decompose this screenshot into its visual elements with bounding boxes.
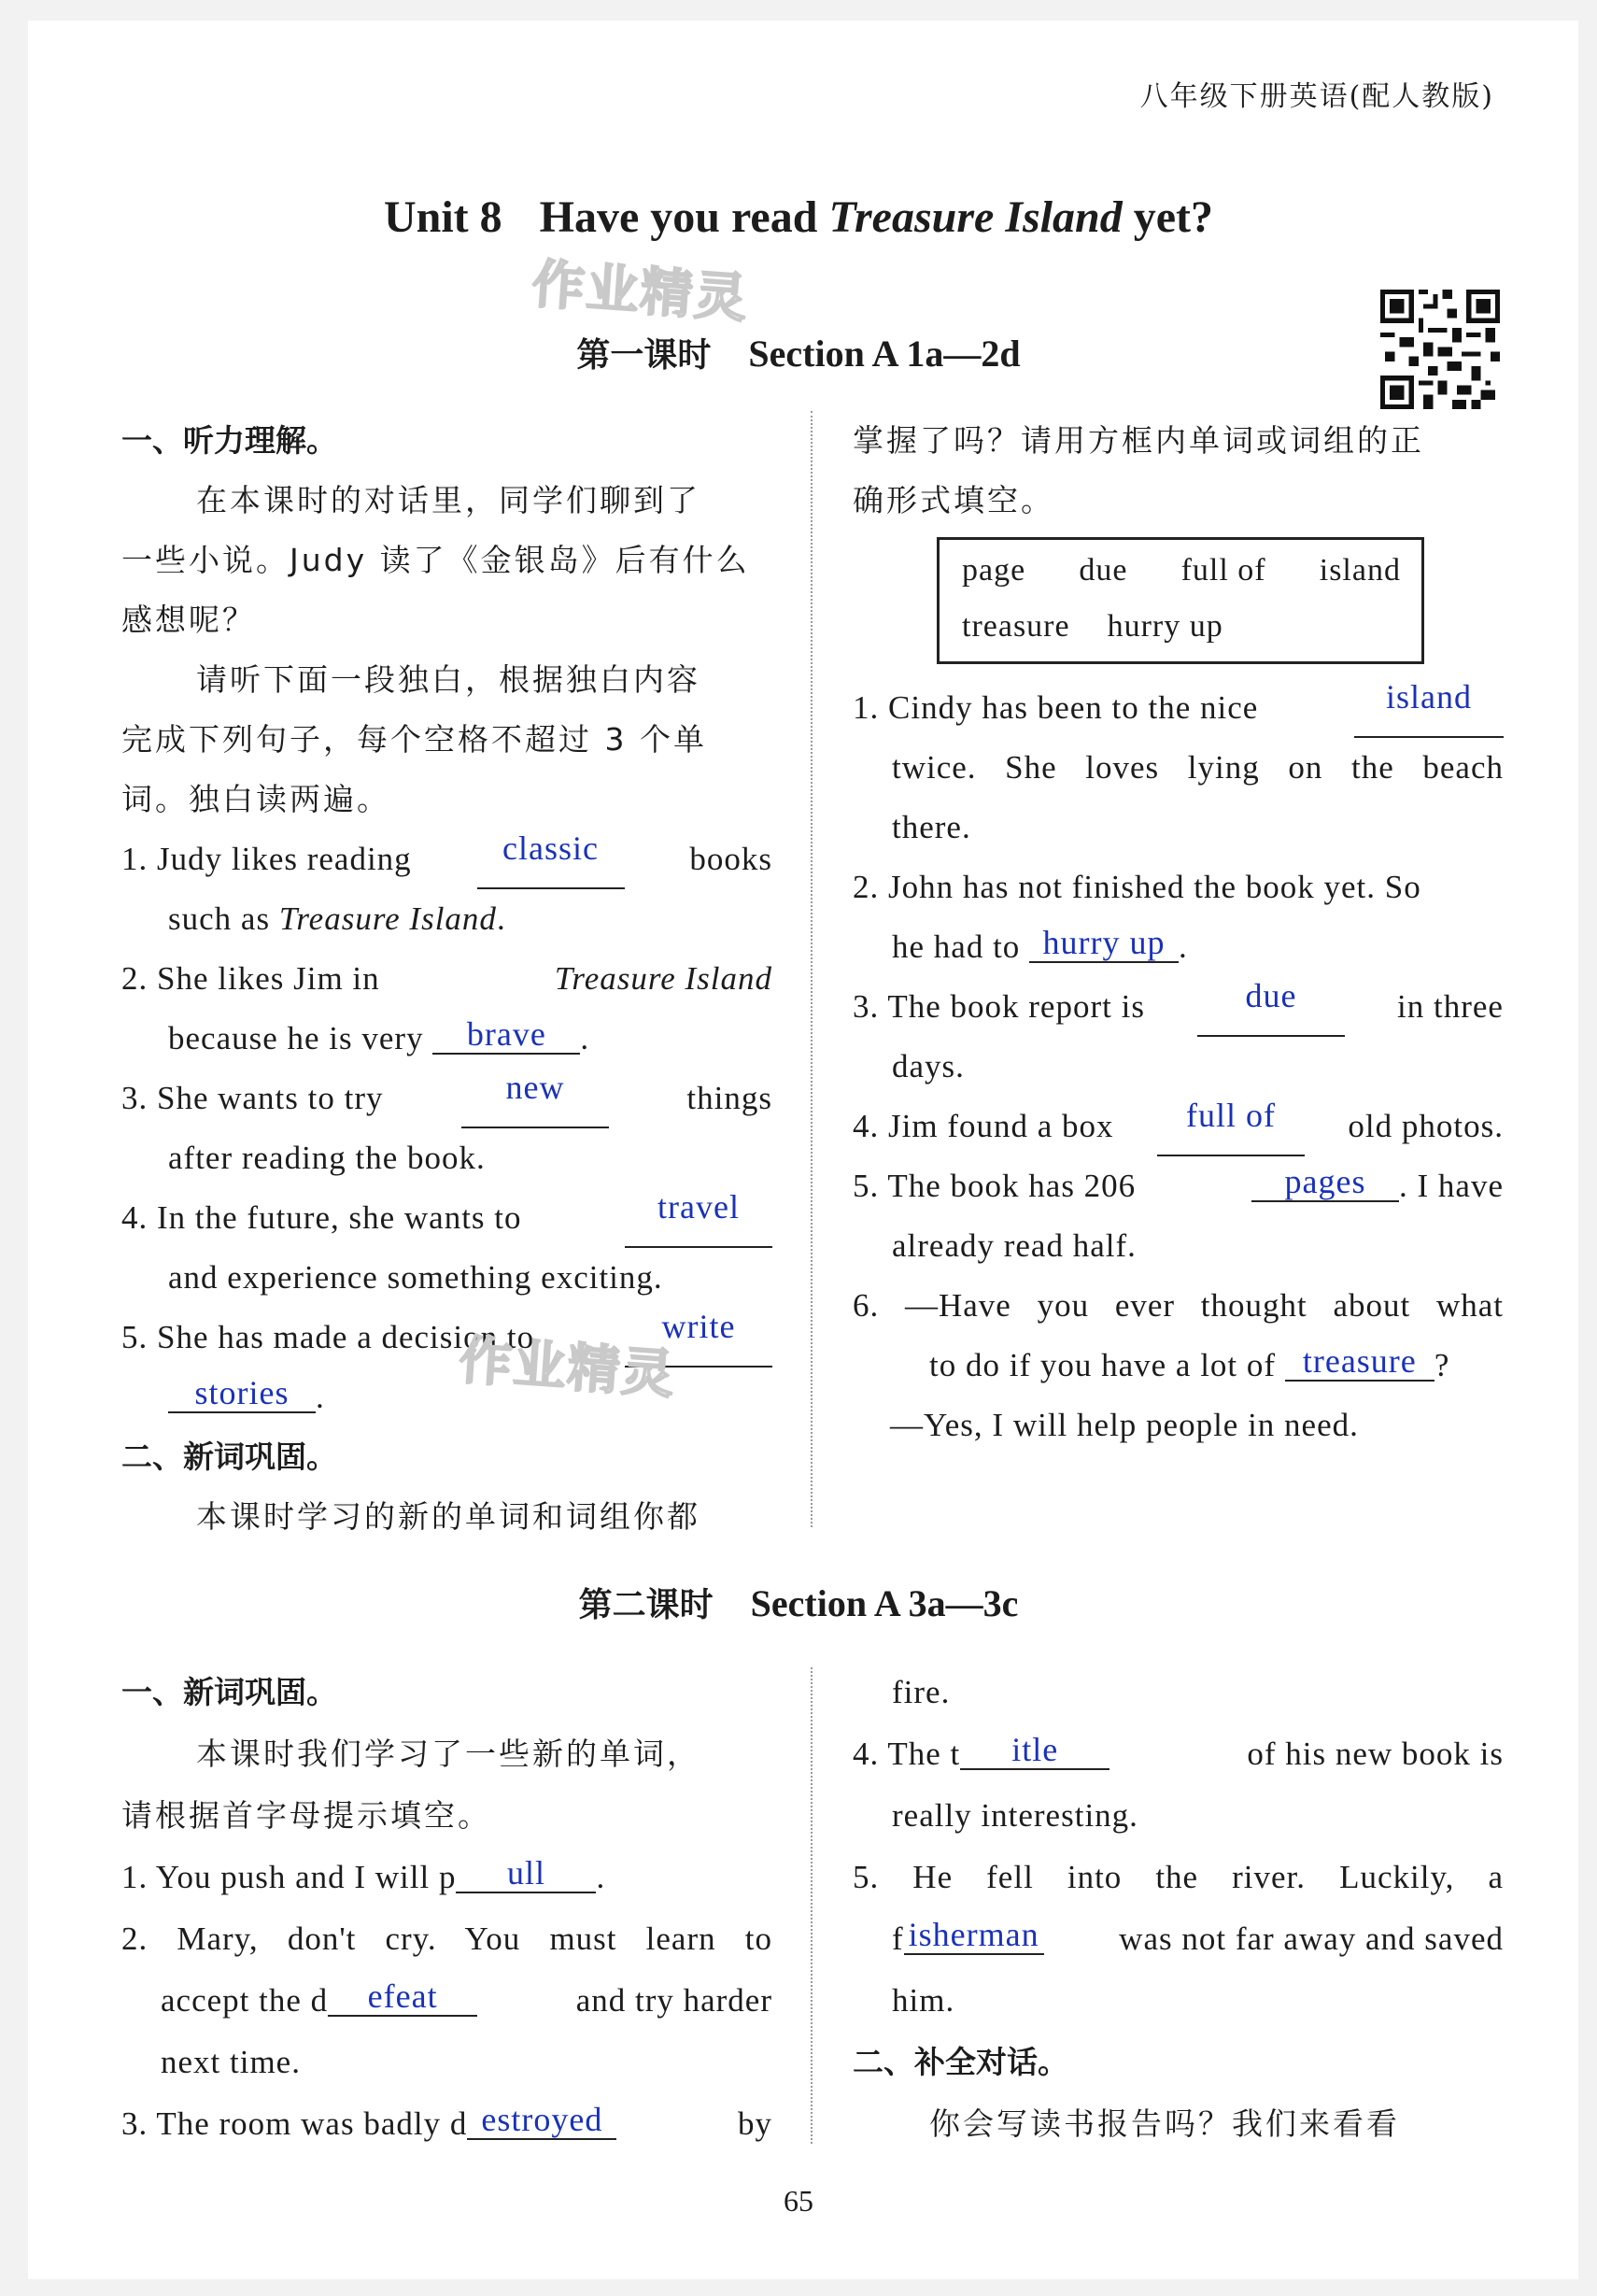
question-6: 6. —Have you ever thought about what <box>853 1287 1504 1324</box>
question-2-cont <box>892 917 1188 977</box>
question-6-reply: —Yes, I will help people in need. <box>890 1407 1359 1443</box>
book-title: 八年级下册英语(配人教版) <box>1139 80 1494 113</box>
lesson2-title <box>0 1579 1597 1626</box>
question-2-cont <box>161 1971 772 2031</box>
question-text: he had to <box>892 928 1021 965</box>
question-2-cont: next time. <box>161 2044 301 2080</box>
answer-blank[interactable]: write <box>625 1308 772 1368</box>
answer-blank[interactable]: island <box>1354 678 1504 738</box>
question-4-cont: really interesting. <box>892 1797 1138 1834</box>
page-number: 65 <box>784 2184 813 2218</box>
punct: . <box>316 1379 325 1415</box>
question-text: 3. The room was badly d <box>121 2105 468 2142</box>
answer-blank[interactable]: new <box>461 1069 609 1128</box>
intro-line: 感想呢？ <box>121 602 256 638</box>
question-5-cont <box>892 1909 1504 1969</box>
question-2: 2. Mary, don't cry. You must learn to <box>121 1920 772 1957</box>
book-title-italic: Treasure Island <box>278 900 497 937</box>
question-text: 1. You push and I will p <box>121 1859 457 1895</box>
word-box <box>937 537 1424 664</box>
punct: . <box>580 1020 590 1056</box>
box-word: island <box>1319 553 1401 588</box>
question-3 <box>121 1069 772 1128</box>
punct: . <box>596 1859 606 1895</box>
answer-blank[interactable]: isherman <box>904 1916 1044 1955</box>
question-1 <box>853 678 1504 738</box>
box-word: full of <box>1180 553 1266 588</box>
question-2-cont <box>168 1009 589 1069</box>
question-4 <box>853 1097 1504 1156</box>
answer-blank[interactable]: pages <box>1251 1163 1399 1202</box>
question-text: 5. The book has 206 <box>853 1168 1137 1204</box>
watermark-top: 作业精灵 <box>530 253 751 331</box>
question-1 <box>121 829 772 889</box>
answer-blank[interactable]: brave <box>432 1015 580 1055</box>
intro-line: 确形式填空。 <box>853 482 1054 518</box>
question-5 <box>853 1156 1504 1216</box>
question-3-cont: fire. <box>892 1674 951 1710</box>
question-1-cont <box>168 889 506 949</box>
intro-line: 本课时学习的新的单词和词组你都 <box>196 1498 700 1535</box>
watermark-bottom: 作业精灵 <box>457 1329 678 1407</box>
word-box-row <box>962 609 1223 645</box>
lesson2-part1-heading: 一、新词巩固。 <box>121 1674 337 1710</box>
answer-blank[interactable]: treasure <box>1285 1342 1434 1382</box>
lesson1-title-cn: 第一课时 <box>576 336 712 375</box>
question-text: things <box>686 1080 772 1116</box>
intro-line: 完成下列句子，每个空格不超过 3 个单 <box>121 721 707 758</box>
lesson1-part2-heading: 二、新词巩固。 <box>121 1439 337 1475</box>
answer-blank[interactable]: classic <box>477 829 625 889</box>
question-3 <box>853 977 1504 1037</box>
question-text: books <box>689 841 772 877</box>
question-6-cont <box>929 1336 1449 1396</box>
unit-number: Unit 8 <box>383 192 502 242</box>
intro-line: 词。独白读两遍。 <box>121 781 390 817</box>
punct: . <box>496 900 506 937</box>
question-text: 1. Cindy has been to the nice <box>853 689 1259 726</box>
lesson2-title-cn: 第二课时 <box>578 1586 714 1624</box>
question-text: and try harder <box>575 1982 772 2019</box>
answer-blank[interactable]: stories <box>168 1374 316 1413</box>
question-text: 4. Jim found a box <box>853 1108 1114 1144</box>
question-text: 4. The t <box>853 1736 961 1772</box>
box-word: hurry up <box>1107 609 1223 644</box>
question-text: old photos. <box>1348 1108 1504 1144</box>
lesson1-title-en: Section A 1a—2d <box>748 333 1021 375</box>
column-divider-2 <box>811 1667 813 2144</box>
question-text: accept the d <box>161 1982 329 2019</box>
question-text: to do if you have a lot of <box>929 1347 1277 1383</box>
intro-line: 你会写读书报告吗？我们来看看 <box>929 2105 1400 2142</box>
question-3 <box>121 2094 772 2154</box>
question-text: f <box>892 1920 904 1957</box>
lesson1-part1-heading: 一、听力理解。 <box>121 422 337 459</box>
punct: ? <box>1434 1347 1450 1383</box>
intro-line: 本课时我们学习了一些新的单词， <box>196 1736 700 1772</box>
question-4 <box>121 1188 772 1248</box>
answer-blank[interactable]: estroyed <box>467 2101 616 2140</box>
unit-title-book: Treasure Island <box>828 192 1123 242</box>
word-box-row <box>962 553 1401 588</box>
question-4-cont: and experience something exciting. <box>168 1259 663 1296</box>
question-text: 2. She likes Jim in <box>121 960 380 997</box>
unit-title-pre: Have you read <box>539 192 818 242</box>
answer-blank[interactable]: efeat <box>328 1977 477 2017</box>
question-text: such as <box>168 900 271 937</box>
intro-line: 掌握了吗？请用方框内单词或词组的正 <box>853 422 1424 459</box>
question-text: was not far away and saved <box>1119 1920 1504 1957</box>
question-text: 3. She wants to try <box>121 1080 384 1116</box>
question-text: 5. She has made a decision to <box>121 1319 535 1355</box>
unit-title <box>0 191 1597 243</box>
answer-blank[interactable]: full of <box>1157 1097 1305 1156</box>
box-word: due <box>1079 553 1128 588</box>
intro-line: 请根据首字母提示填空。 <box>121 1797 491 1834</box>
answer-blank[interactable]: due <box>1197 977 1345 1037</box>
lesson1-title <box>0 329 1597 376</box>
answer-blank[interactable]: travel <box>625 1188 772 1248</box>
answer-blank[interactable]: ull <box>456 1854 596 1893</box>
intro-line: 在本课时的对话里，同学们聊到了 <box>196 482 700 518</box>
question-text: by <box>738 2105 772 2142</box>
book-title-italic: Treasure Island <box>554 960 772 997</box>
question-3-cont: after reading the book. <box>168 1140 486 1176</box>
answer-blank[interactable]: itle <box>960 1731 1109 1770</box>
question-text: in three <box>1397 988 1504 1025</box>
question-2: 2. John has not finished the book yet. So <box>853 869 1421 905</box>
question-5: 5. He fell into the river. Luckily, a <box>853 1859 1504 1895</box>
box-word: page <box>962 553 1026 588</box>
question-1-cont: twice. She loves lying on the beach <box>892 749 1504 786</box>
question-3-cont: days. <box>892 1048 965 1084</box>
question-text: 1. Judy likes reading <box>121 841 412 877</box>
question-5-cont <box>168 1368 325 1427</box>
question-text: of his new book is <box>1247 1736 1504 1772</box>
question-text: because he is very <box>168 1020 424 1056</box>
unit-title-post: yet? <box>1133 192 1214 242</box>
question-text: 3. The book report is <box>853 988 1145 1025</box>
lesson2-part2-heading: 二、补全对话。 <box>853 2044 1068 2080</box>
column-divider-1 <box>811 411 813 1527</box>
box-word: treasure <box>962 609 1070 644</box>
question-1 <box>121 1848 605 1907</box>
lesson2-title-en: Section A 3a—3c <box>750 1582 1019 1624</box>
question-5-cont: him. <box>892 1982 955 2019</box>
question-5-cont: already read half. <box>892 1227 1137 1264</box>
question-text: 4. In the future, she wants to <box>121 1199 522 1236</box>
intro-line: 一些小说。Judy 读了《金银岛》后有什么 <box>121 542 750 578</box>
question-text: . I have <box>1399 1168 1504 1204</box>
intro-line: 请听下面一段独白，根据独白内容 <box>196 661 700 698</box>
question-2 <box>121 949 772 1009</box>
answer-blank[interactable]: hurry up <box>1029 924 1179 963</box>
punct: . <box>1179 928 1188 965</box>
question-4 <box>853 1724 1504 1784</box>
question-1-cont: there. <box>892 809 971 845</box>
